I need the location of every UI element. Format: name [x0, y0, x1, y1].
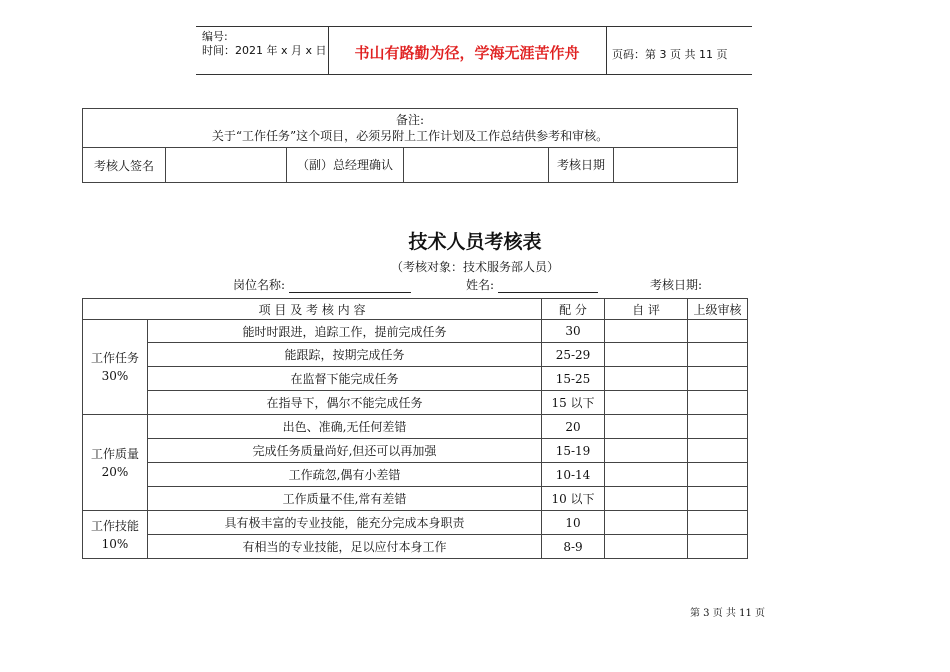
- col-header-review: 上级审核: [688, 299, 748, 320]
- manager-label: （副）总经理确认: [287, 148, 404, 183]
- name-blank[interactable]: [498, 280, 598, 293]
- review-cell[interactable]: [688, 367, 748, 391]
- self-eval-cell[interactable]: [605, 367, 688, 391]
- group-name: 工作任务: [90, 351, 139, 365]
- assessment-table: [82, 298, 748, 559]
- row-content: 具有极丰富的专业技能，能充分完成本身职责: [148, 511, 542, 535]
- review-cell[interactable]: [688, 320, 748, 343]
- table-row: [83, 367, 748, 391]
- note-text: 关于“工作任务”这个项目，必须另附上工作计划及工作总结供参考和审核。: [211, 129, 609, 143]
- row-content: 能时时跟进，追踪工作，提前完成任务: [148, 320, 542, 343]
- review-cell[interactable]: [688, 391, 748, 415]
- row-content: 有相当的专业技能，足以应付本身工作: [148, 535, 542, 559]
- row-content: 能跟踪，按期完成任务: [148, 343, 542, 367]
- note-cell: [83, 109, 738, 148]
- assess-date-label: 考核日期:: [650, 278, 703, 292]
- date-label: 考核日期: [549, 148, 614, 183]
- header-meta: [202, 30, 327, 58]
- row-score: 15-25: [542, 367, 605, 391]
- self-eval-cell[interactable]: [605, 391, 688, 415]
- table-row: [83, 511, 748, 535]
- manager-cell[interactable]: [404, 148, 549, 183]
- group-cell: [83, 415, 148, 511]
- signer-label: 考核人签名: [83, 148, 166, 183]
- row-score: 25-29: [542, 343, 605, 367]
- form-subtitle: （考核对象：技术服务部人员）: [390, 260, 559, 274]
- self-eval-cell[interactable]: [605, 535, 688, 559]
- row-score: 15 以下: [542, 391, 605, 415]
- group-name: 工作质量: [90, 446, 139, 461]
- table-row: [83, 391, 748, 415]
- review-cell[interactable]: [688, 343, 748, 367]
- header-page-number: 页码：第 3 页 共 11 页: [612, 48, 728, 61]
- name-label: 姓名:: [466, 278, 495, 292]
- date-cell[interactable]: [614, 148, 738, 183]
- row-score: 10 以下: [542, 487, 605, 511]
- self-eval-cell[interactable]: [605, 439, 688, 463]
- review-cell[interactable]: [688, 439, 748, 463]
- table-row: [83, 439, 748, 463]
- table-row: [83, 463, 748, 487]
- self-eval-cell[interactable]: [605, 511, 688, 535]
- page-header: [196, 26, 752, 75]
- review-cell[interactable]: [688, 487, 748, 511]
- form-title: 技术人员考核表: [408, 231, 542, 253]
- signer-cell[interactable]: [166, 148, 287, 183]
- row-content: 在监督下能完成任务: [148, 367, 542, 391]
- col-header-self: 自 评: [605, 299, 688, 320]
- review-cell[interactable]: [688, 511, 748, 535]
- review-cell[interactable]: [688, 463, 748, 487]
- row-content: 完成任务质量尚好,但还可以再加强: [148, 439, 542, 463]
- header-row: [83, 299, 748, 320]
- col-header-score: 配 分: [542, 299, 605, 320]
- row-score: 30: [542, 320, 605, 343]
- position-blank[interactable]: [289, 280, 411, 293]
- note-title: 备注:: [395, 113, 425, 127]
- table-row: [83, 487, 748, 511]
- number-label: 编号:: [202, 30, 228, 43]
- self-eval-cell[interactable]: [605, 487, 688, 511]
- row-score: 10: [542, 511, 605, 535]
- name-field[interactable]: [466, 276, 598, 293]
- review-cell[interactable]: [688, 535, 748, 559]
- group-cell: [83, 320, 148, 415]
- review-cell[interactable]: [688, 415, 748, 439]
- row-content: 出色、准确,无任何差错: [148, 415, 542, 439]
- col-header-content: 项 目 及 考 核 内 容: [83, 299, 542, 320]
- group-percent: 10%: [101, 536, 129, 551]
- self-eval-cell[interactable]: [605, 343, 688, 367]
- table-row: [83, 343, 748, 367]
- row-content: 工作质量不佳,常有差错: [148, 487, 542, 511]
- self-eval-cell[interactable]: [605, 415, 688, 439]
- group-name: 工作技能: [90, 518, 139, 533]
- position-label: 岗位名称:: [233, 278, 286, 292]
- row-score: 8-9: [542, 535, 605, 559]
- table-row: [83, 535, 748, 559]
- self-eval-cell[interactable]: [605, 463, 688, 487]
- header-motto: 书山有路勤为径，学海无涯苦作舟: [354, 44, 580, 62]
- table-row: [83, 415, 748, 439]
- position-field[interactable]: [233, 276, 411, 293]
- time-label: 时间：2021 年 x 月 x 日: [202, 44, 327, 57]
- page-footer: 第 3 页 共 11 页: [690, 608, 765, 619]
- note-table: [82, 108, 738, 183]
- group-cell: [83, 511, 148, 559]
- group-percent: 30%: [101, 369, 129, 383]
- row-score: 20: [542, 415, 605, 439]
- self-eval-cell[interactable]: [605, 320, 688, 343]
- header-divider: [606, 27, 607, 74]
- row-score: 10-14: [542, 463, 605, 487]
- row-content: 在指导下，偶尔不能完成任务: [148, 391, 542, 415]
- table-row: [83, 320, 748, 343]
- row-score: 15-19: [542, 439, 605, 463]
- row-content: 工作疏忽,偶有小差错: [148, 463, 542, 487]
- date-field[interactable]: [650, 276, 702, 293]
- group-percent: 20%: [101, 464, 129, 479]
